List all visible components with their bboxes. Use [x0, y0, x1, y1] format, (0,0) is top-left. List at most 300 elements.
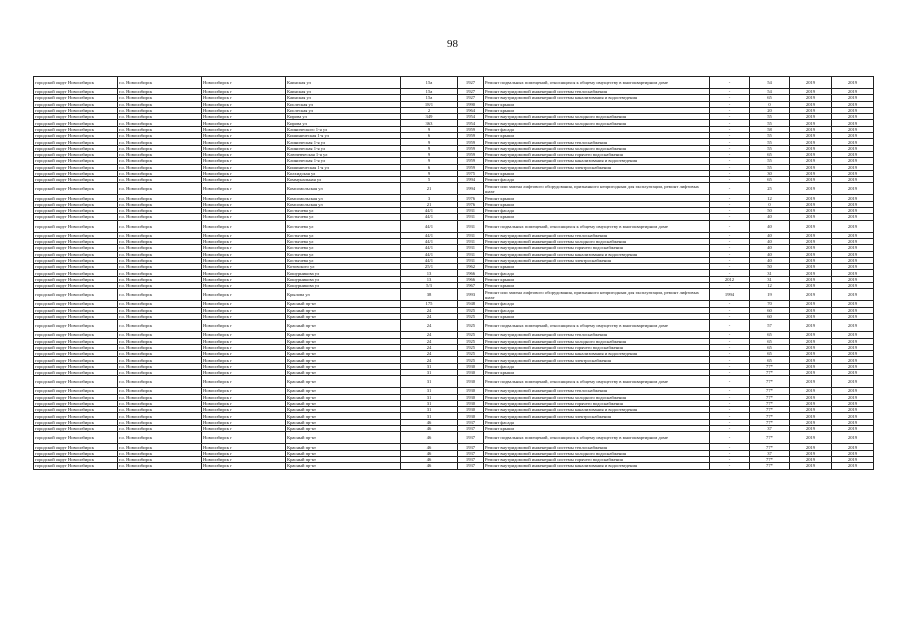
last-repair-year-cell: - — [710, 376, 750, 388]
city-cell: Новосибирск г — [202, 238, 286, 244]
locality-short-cell: г.о. Новосибирск — [118, 283, 202, 289]
work-type-cell: Ремонт крыши — [484, 101, 710, 107]
municipality-cell: городской округ Новосибирск — [34, 77, 118, 89]
city-cell: Новосибирск г — [202, 444, 286, 450]
plan-year-end-cell: 2019 — [832, 164, 874, 170]
plan-year-end-cell: 2019 — [832, 120, 874, 126]
locality-short-cell: г.о. Новосибирск — [118, 257, 202, 263]
plan-year-start-cell: 2019 — [790, 164, 832, 170]
last-repair-year-cell: - — [710, 444, 750, 450]
last-repair-year-cell: - — [710, 158, 750, 164]
build-year-cell: 1931 — [458, 251, 484, 257]
city-cell: Новосибирск г — [202, 313, 286, 319]
build-year-cell: 1930 — [458, 413, 484, 419]
last-repair-year-cell: - — [710, 301, 750, 307]
last-repair-year-cell: - — [710, 195, 750, 201]
build-year-cell: 1937 — [458, 426, 484, 432]
build-year-cell: 1930 — [458, 407, 484, 413]
build-year-cell: 1959 — [458, 139, 484, 145]
work-type-cell: Ремонт крыши — [484, 201, 710, 207]
build-year-cell: 1930 — [458, 394, 484, 400]
last-repair-year-cell: - — [710, 363, 750, 369]
street-cell: Красный пр-кт — [286, 338, 401, 344]
wear-percent-cell: 65 — [750, 357, 790, 363]
plan-year-start-cell: 2019 — [790, 388, 832, 394]
last-repair-year-cell: - — [710, 351, 750, 357]
plan-year-end-cell: 2019 — [832, 257, 874, 263]
city-cell: Новосибирск г — [202, 220, 286, 232]
last-repair-year-cell: - — [710, 426, 750, 432]
locality-short-cell: г.о. Новосибирск — [118, 338, 202, 344]
street-cell: Красный пр-кт — [286, 400, 401, 406]
plan-year-start-cell: 2019 — [790, 363, 832, 369]
locality-short-cell: г.о. Новосибирск — [118, 363, 202, 369]
street-cell: Красный пр-кт — [286, 376, 401, 388]
work-type-cell: Ремонт внутридомовой инженерной системы холодного водоснабжения — [484, 394, 710, 400]
locality-short-cell: г.о. Новосибирск — [118, 351, 202, 357]
locality-short-cell: г.о. Новосибирск — [118, 444, 202, 450]
plan-year-start-cell: 2019 — [790, 270, 832, 276]
work-type-cell: Ремонт фасада — [484, 363, 710, 369]
street-cell: Красный пр-кт — [286, 313, 401, 319]
municipality-cell: городской округ Новосибирск — [34, 320, 118, 332]
last-repair-year-cell: - — [710, 220, 750, 232]
plan-year-end-cell: 2019 — [832, 351, 874, 357]
plan-year-start-cell: 2019 — [790, 332, 832, 338]
municipality-cell: городской округ Новосибирск — [34, 251, 118, 257]
work-type-cell: Ремонт внутридомовой инженерной системы теплоснабжения — [484, 89, 710, 95]
work-type-cell: Ремонт внутридомовой инженерной системы канализования и водоотведения — [484, 351, 710, 357]
street-cell: Клинического 1-я ул — [286, 126, 401, 132]
plan-year-end-cell: 2019 — [832, 151, 874, 157]
wear-percent-cell: 37 — [750, 450, 790, 456]
house-number-cell: 31 — [401, 388, 458, 394]
house-number-cell: 3 — [401, 195, 458, 201]
plan-year-start-cell: 2019 — [790, 251, 832, 257]
work-type-cell: Ремонт внутридомовой инженерной системы теплоснабжения — [484, 232, 710, 238]
plan-year-end-cell: 2019 — [832, 388, 874, 394]
plan-year-start-cell: 2019 — [790, 126, 832, 132]
street-cell: Красный пр-кт — [286, 456, 401, 462]
locality-short-cell: г.о. Новосибирск — [118, 195, 202, 201]
work-type-cell: Ремонт крыши — [484, 283, 710, 289]
wear-percent-cell: 31 — [750, 276, 790, 282]
plan-year-end-cell: 2019 — [832, 426, 874, 432]
build-year-cell: 1990 — [458, 101, 484, 107]
city-cell: Новосибирск г — [202, 450, 286, 456]
house-number-cell: 24 — [401, 351, 458, 357]
last-repair-year-cell: - — [710, 208, 750, 214]
build-year-cell: 1931 — [458, 214, 484, 220]
wear-percent-cell: 19 — [750, 289, 790, 301]
street-cell: Кишиническая 1-я ул — [286, 133, 401, 139]
plan-year-end-cell: 2019 — [832, 101, 874, 107]
house-number-cell: 44/1 — [401, 214, 458, 220]
plan-year-end-cell: 2019 — [832, 214, 874, 220]
locality-short-cell: г.о. Новосибирск — [118, 426, 202, 432]
locality-short-cell: г.о. Новосибирск — [118, 301, 202, 307]
plan-year-start-cell: 2019 — [790, 400, 832, 406]
last-repair-year-cell: - — [710, 101, 750, 107]
municipality-cell: городской округ Новосибирск — [34, 95, 118, 101]
plan-year-start-cell: 2019 — [790, 432, 832, 444]
locality-short-cell: г.о. Новосибирск — [118, 114, 202, 120]
wear-percent-cell: 77* — [750, 413, 790, 419]
plan-year-end-cell: 2019 — [832, 264, 874, 270]
city-cell: Новосибирск г — [202, 232, 286, 238]
locality-short-cell: г.о. Новосибирск — [118, 270, 202, 276]
locality-short-cell: г.о. Новосибирск — [118, 450, 202, 456]
plan-year-end-cell: 2019 — [832, 126, 874, 132]
plan-year-start-cell: 2019 — [790, 158, 832, 164]
work-type-cell: Ремонт крыши — [484, 107, 710, 113]
table-row — [34, 289, 874, 301]
city-cell: Новосибирск г — [202, 114, 286, 120]
build-year-cell: 1930 — [458, 363, 484, 369]
plan-year-end-cell: 2019 — [832, 444, 874, 450]
locality-short-cell: г.о. Новосибирск — [118, 407, 202, 413]
street-cell: Костычева ул — [286, 238, 401, 244]
plan-year-start-cell: 2019 — [790, 133, 832, 139]
plan-year-start-cell: 2019 — [790, 201, 832, 207]
locality-short-cell: г.о. Новосибирск — [118, 177, 202, 183]
plan-year-end-cell: 2019 — [832, 139, 874, 145]
street-cell: Комсомольская ул — [286, 195, 401, 201]
locality-short-cell: г.о. Новосибирск — [118, 201, 202, 207]
plan-year-end-cell: 2019 — [832, 419, 874, 425]
work-type-cell: Ремонт внутридомовой инженерной системы холодного водоснабжения — [484, 450, 710, 456]
municipality-cell: городской округ Новосибирск — [34, 101, 118, 107]
plan-year-end-cell: 2019 — [832, 77, 874, 89]
wear-percent-cell: 65 — [750, 338, 790, 344]
wear-percent-cell: 65 — [750, 332, 790, 338]
house-number-cell: 31 — [401, 400, 458, 406]
last-repair-year-cell: - — [710, 139, 750, 145]
build-year-cell: 1925 — [458, 332, 484, 338]
city-cell: Новосибирск г — [202, 151, 286, 157]
build-year-cell: 1959 — [458, 133, 484, 139]
street-cell: Красный пр-кт — [286, 413, 401, 419]
wear-percent-cell: 54 — [750, 77, 790, 89]
work-type-cell: Ремонт фасада — [484, 307, 710, 313]
plan-year-end-cell: 2019 — [832, 338, 874, 344]
build-year-cell: 1931 — [458, 232, 484, 238]
municipality-cell: городской округ Новосибирск — [34, 419, 118, 425]
locality-short-cell: г.о. Новосибирск — [118, 432, 202, 444]
wear-percent-cell: 65 — [750, 177, 790, 183]
locality-short-cell: г.о. Новосибирск — [118, 238, 202, 244]
house-number-cell: 24 — [401, 313, 458, 319]
wear-percent-cell: 25 — [750, 183, 790, 195]
city-cell: Новосибирск г — [202, 400, 286, 406]
house-number-cell: 24 — [401, 332, 458, 338]
build-year-cell: 1967 — [458, 283, 484, 289]
build-year-cell: 1937 — [458, 432, 484, 444]
work-type-cell: Ремонт внутридомовой инженерной системы теплоснабжения — [484, 332, 710, 338]
city-cell: Новосибирск г — [202, 133, 286, 139]
wear-percent-cell: 40 — [750, 238, 790, 244]
locality-short-cell: г.о. Новосибирск — [118, 158, 202, 164]
plan-year-end-cell: 2019 — [832, 407, 874, 413]
plan-year-end-cell: 2019 — [832, 307, 874, 313]
city-cell: Новосибирск г — [202, 351, 286, 357]
plan-year-end-cell: 2019 — [832, 220, 874, 232]
last-repair-year-cell: - — [710, 170, 750, 176]
work-type-cell: Ремонт внутридомовой инженерной системы электроснабжения — [484, 413, 710, 419]
municipality-cell: городской округ Новосибирск — [34, 400, 118, 406]
last-repair-year-cell: - — [710, 151, 750, 157]
plan-year-start-cell: 2019 — [790, 376, 832, 388]
build-year-cell: 1925 — [458, 351, 484, 357]
house-number-cell: 46 — [401, 444, 458, 450]
house-number-cell: 46 — [401, 432, 458, 444]
last-repair-year-cell: - — [710, 164, 750, 170]
municipality-cell: городской округ Новосибирск — [34, 276, 118, 282]
street-cell: Красный пр-кт — [286, 320, 401, 332]
house-number-cell: 175 — [401, 301, 458, 307]
plan-year-start-cell: 2019 — [790, 232, 832, 238]
house-number-cell: 31 — [401, 376, 458, 388]
build-year-cell: 1937 — [458, 419, 484, 425]
plan-year-start-cell: 2019 — [790, 426, 832, 432]
house-number-cell: 6 — [401, 133, 458, 139]
house-number-cell: 9 — [401, 145, 458, 151]
locality-short-cell: г.о. Новосибирск — [118, 320, 202, 332]
house-number-cell: 46 — [401, 426, 458, 432]
build-year-cell: 1925 — [458, 313, 484, 319]
build-year-cell: 1925 — [458, 357, 484, 363]
locality-short-cell: г.о. Новосибирск — [118, 456, 202, 462]
build-year-cell: 1975 — [458, 170, 484, 176]
locality-short-cell: г.о. Новосибирск — [118, 357, 202, 363]
wear-percent-cell: 65 — [750, 151, 790, 157]
build-year-cell: 1959 — [458, 145, 484, 151]
street-cell: Красный пр-кт — [286, 357, 401, 363]
last-repair-year-cell: - — [710, 126, 750, 132]
work-type-cell: Ремонт внутридомовой инженерной системы канализования и водоотведения — [484, 251, 710, 257]
street-cell: Красный пр-кт — [286, 369, 401, 375]
plan-year-start-cell: 2019 — [790, 394, 832, 400]
plan-year-start-cell: 2019 — [790, 139, 832, 145]
build-year-cell: 1930 — [458, 369, 484, 375]
municipality-cell: городской округ Новосибирск — [34, 357, 118, 363]
city-cell: Новосибирск г — [202, 264, 286, 270]
work-type-cell: Ремонт фасада — [484, 419, 710, 425]
plan-year-start-cell: 2019 — [790, 107, 832, 113]
house-number-cell: 9 — [401, 126, 458, 132]
plan-year-end-cell: 2019 — [832, 376, 874, 388]
street-cell: Клиническая 1-я ул — [286, 139, 401, 145]
plan-year-end-cell: 2019 — [832, 177, 874, 183]
plan-year-start-cell: 2019 — [790, 120, 832, 126]
plan-year-start-cell: 2019 — [790, 283, 832, 289]
work-type-cell: Ремонт внутридомовой инженерной системы холодного водоснабжения — [484, 145, 710, 151]
build-year-cell: 1964 — [458, 107, 484, 113]
plan-year-start-cell: 2019 — [790, 177, 832, 183]
city-cell: Новосибирск г — [202, 369, 286, 375]
plan-year-end-cell: 2019 — [832, 332, 874, 338]
street-cell: Крылова ул — [286, 289, 401, 301]
last-repair-year-cell: - — [710, 388, 750, 394]
street-cell: Кишиническая 1-я ул — [286, 164, 401, 170]
house-number-cell: 21 — [401, 201, 458, 207]
house-number-cell: 2 — [401, 107, 458, 113]
municipality-cell: городской округ Новосибирск — [34, 208, 118, 214]
build-year-cell: 1962 — [458, 264, 484, 270]
municipality-cell: городской округ Новосибирск — [34, 394, 118, 400]
city-cell: Новосибирск г — [202, 456, 286, 462]
plan-year-start-cell: 2019 — [790, 307, 832, 313]
last-repair-year-cell: - — [710, 238, 750, 244]
plan-year-end-cell: 2019 — [832, 357, 874, 363]
city-cell: Новосибирск г — [202, 289, 286, 301]
city-cell: Новосибирск г — [202, 126, 286, 132]
street-cell: Кирова ул — [286, 114, 401, 120]
municipality-cell: городской округ Новосибирск — [34, 289, 118, 301]
work-type-cell: Ремонт фасада — [484, 208, 710, 214]
house-number-cell: 25/1 — [401, 264, 458, 270]
work-type-cell: Ремонт подвальных помещений, относящихся к общему имуществу в многоквартирном доме — [484, 220, 710, 232]
municipality-cell: городской округ Новосибирск — [34, 444, 118, 450]
municipality-cell: городской округ Новосибирск — [34, 170, 118, 176]
build-year-cell: 1925 — [458, 338, 484, 344]
municipality-cell: городской округ Новосибирск — [34, 139, 118, 145]
locality-short-cell: г.о. Новосибирск — [118, 101, 202, 107]
work-type-cell: Ремонт внутридомовой инженерной системы горячего водоснабжения — [484, 400, 710, 406]
build-year-cell: 1931 — [458, 257, 484, 263]
build-year-cell: 1966 — [458, 276, 484, 282]
last-repair-year-cell: - — [710, 283, 750, 289]
table-row — [34, 77, 874, 89]
plan-year-start-cell: 2019 — [790, 351, 832, 357]
work-type-cell: Ремонт крыши — [484, 195, 710, 201]
wear-percent-cell: 0 — [750, 101, 790, 107]
street-cell: Красный пр-кт — [286, 426, 401, 432]
wear-percent-cell: 0 — [750, 201, 790, 207]
city-cell: Новосибирск г — [202, 251, 286, 257]
work-type-cell: Ремонт фасада — [484, 301, 710, 307]
build-year-cell: 1925 — [458, 307, 484, 313]
street-cell: Комсомольская ул — [286, 183, 401, 195]
plan-year-end-cell: 2019 — [832, 245, 874, 251]
street-cell: Костычева ул — [286, 257, 401, 263]
last-repair-year-cell: - — [710, 450, 750, 456]
municipality-cell: городской округ Новосибирск — [34, 338, 118, 344]
table-row — [34, 376, 874, 388]
wear-percent-cell: 55 — [750, 120, 790, 126]
work-type-cell: Ремонт крыши — [484, 133, 710, 139]
street-cell: Красный пр-кт — [286, 450, 401, 456]
wear-percent-cell: 12 — [750, 283, 790, 289]
plan-year-start-cell: 2019 — [790, 357, 832, 363]
wear-percent-cell: 77* — [750, 463, 790, 469]
locality-short-cell: г.о. Новосибирск — [118, 95, 202, 101]
plan-year-start-cell: 2019 — [790, 289, 832, 301]
wear-percent-cell: 20 — [750, 107, 790, 113]
city-cell: Новосибирск г — [202, 413, 286, 419]
street-cell: Костычева ул — [286, 232, 401, 238]
street-cell: Каинская ул — [286, 89, 401, 95]
build-year-cell: 1994 — [458, 183, 484, 195]
street-cell: Кошурникова ул — [286, 283, 401, 289]
work-type-cell: Ремонт фасада — [484, 270, 710, 276]
street-cell: Клиническая 1-я ул — [286, 158, 401, 164]
city-cell: Новосибирск г — [202, 357, 286, 363]
municipality-cell: городской округ Новосибирск — [34, 257, 118, 263]
plan-year-end-cell: 2019 — [832, 456, 874, 462]
plan-year-start-cell: 2019 — [790, 208, 832, 214]
locality-short-cell: г.о. Новосибирск — [118, 251, 202, 257]
city-cell: Новосибирск г — [202, 307, 286, 313]
wear-percent-cell: 77* — [750, 388, 790, 394]
plan-year-end-cell: 2019 — [832, 276, 874, 282]
wear-percent-cell: 40 — [750, 245, 790, 251]
municipality-cell: городской округ Новосибирск — [34, 114, 118, 120]
locality-short-cell: г.о. Новосибирск — [118, 264, 202, 270]
street-cell: Кошурникова ул — [286, 276, 401, 282]
municipality-cell: городской округ Новосибирск — [34, 120, 118, 126]
plan-year-start-cell: 2019 — [790, 313, 832, 319]
city-cell: Новосибирск г — [202, 338, 286, 344]
last-repair-year-cell: - — [710, 77, 750, 89]
wear-percent-cell: 77* — [750, 456, 790, 462]
municipality-cell: городской округ Новосибирск — [34, 307, 118, 313]
table-row — [34, 220, 874, 232]
city-cell: Новосибирск г — [202, 388, 286, 394]
municipality-cell: городской округ Новосибирск — [34, 313, 118, 319]
house-number-cell: 31 — [401, 407, 458, 413]
wear-percent-cell: 60 — [750, 313, 790, 319]
wear-percent-cell: 57 — [750, 320, 790, 332]
build-year-cell: 1993 — [458, 289, 484, 301]
house-number-cell: 9 — [401, 139, 458, 145]
wear-percent-cell: 65 — [750, 95, 790, 101]
locality-short-cell: г.о. Новосибирск — [118, 220, 202, 232]
plan-year-start-cell: 2019 — [790, 257, 832, 263]
street-cell: Красный пр-кт — [286, 407, 401, 413]
municipality-cell: городской округ Новосибирск — [34, 89, 118, 95]
locality-short-cell: г.о. Новосибирск — [118, 77, 202, 89]
build-year-cell: 1959 — [458, 164, 484, 170]
street-cell: Красный пр-кт — [286, 344, 401, 350]
city-cell: Новосибирск г — [202, 363, 286, 369]
table-row — [34, 432, 874, 444]
municipality-cell: городской округ Новосибирск — [34, 232, 118, 238]
municipality-cell: городской округ Новосибирск — [34, 126, 118, 132]
work-type-cell: Ремонт внутридомовой инженерной системы горячего водоснабжения — [484, 456, 710, 462]
house-number-cell: 46 — [401, 456, 458, 462]
last-repair-year-cell: - — [710, 369, 750, 375]
build-year-cell: 1931 — [458, 238, 484, 244]
last-repair-year-cell: - — [710, 145, 750, 151]
work-type-cell: Ремонт внутридомовой инженерной системы теплоснабжения — [484, 139, 710, 145]
work-type-cell: Ремонт внутридомовой инженерной системы холодного водоснабжения — [484, 120, 710, 126]
plan-year-end-cell: 2019 — [832, 270, 874, 276]
locality-short-cell: г.о. Новосибирск — [118, 214, 202, 220]
locality-short-cell: г.о. Новосибирск — [118, 344, 202, 350]
municipality-cell: городской округ Новосибирск — [34, 369, 118, 375]
last-repair-year-cell: - — [710, 307, 750, 313]
municipality-cell: городской округ Новосибирск — [34, 183, 118, 195]
plan-year-end-cell: 2019 — [832, 313, 874, 319]
plan-year-start-cell: 2019 — [790, 419, 832, 425]
city-cell: Новосибирск г — [202, 432, 286, 444]
build-year-cell: 1937 — [458, 444, 484, 450]
plan-year-start-cell: 2019 — [790, 320, 832, 332]
street-cell: Кирова ул — [286, 120, 401, 126]
table-row — [34, 463, 874, 469]
municipality-cell: городской округ Новосибирск — [34, 151, 118, 157]
